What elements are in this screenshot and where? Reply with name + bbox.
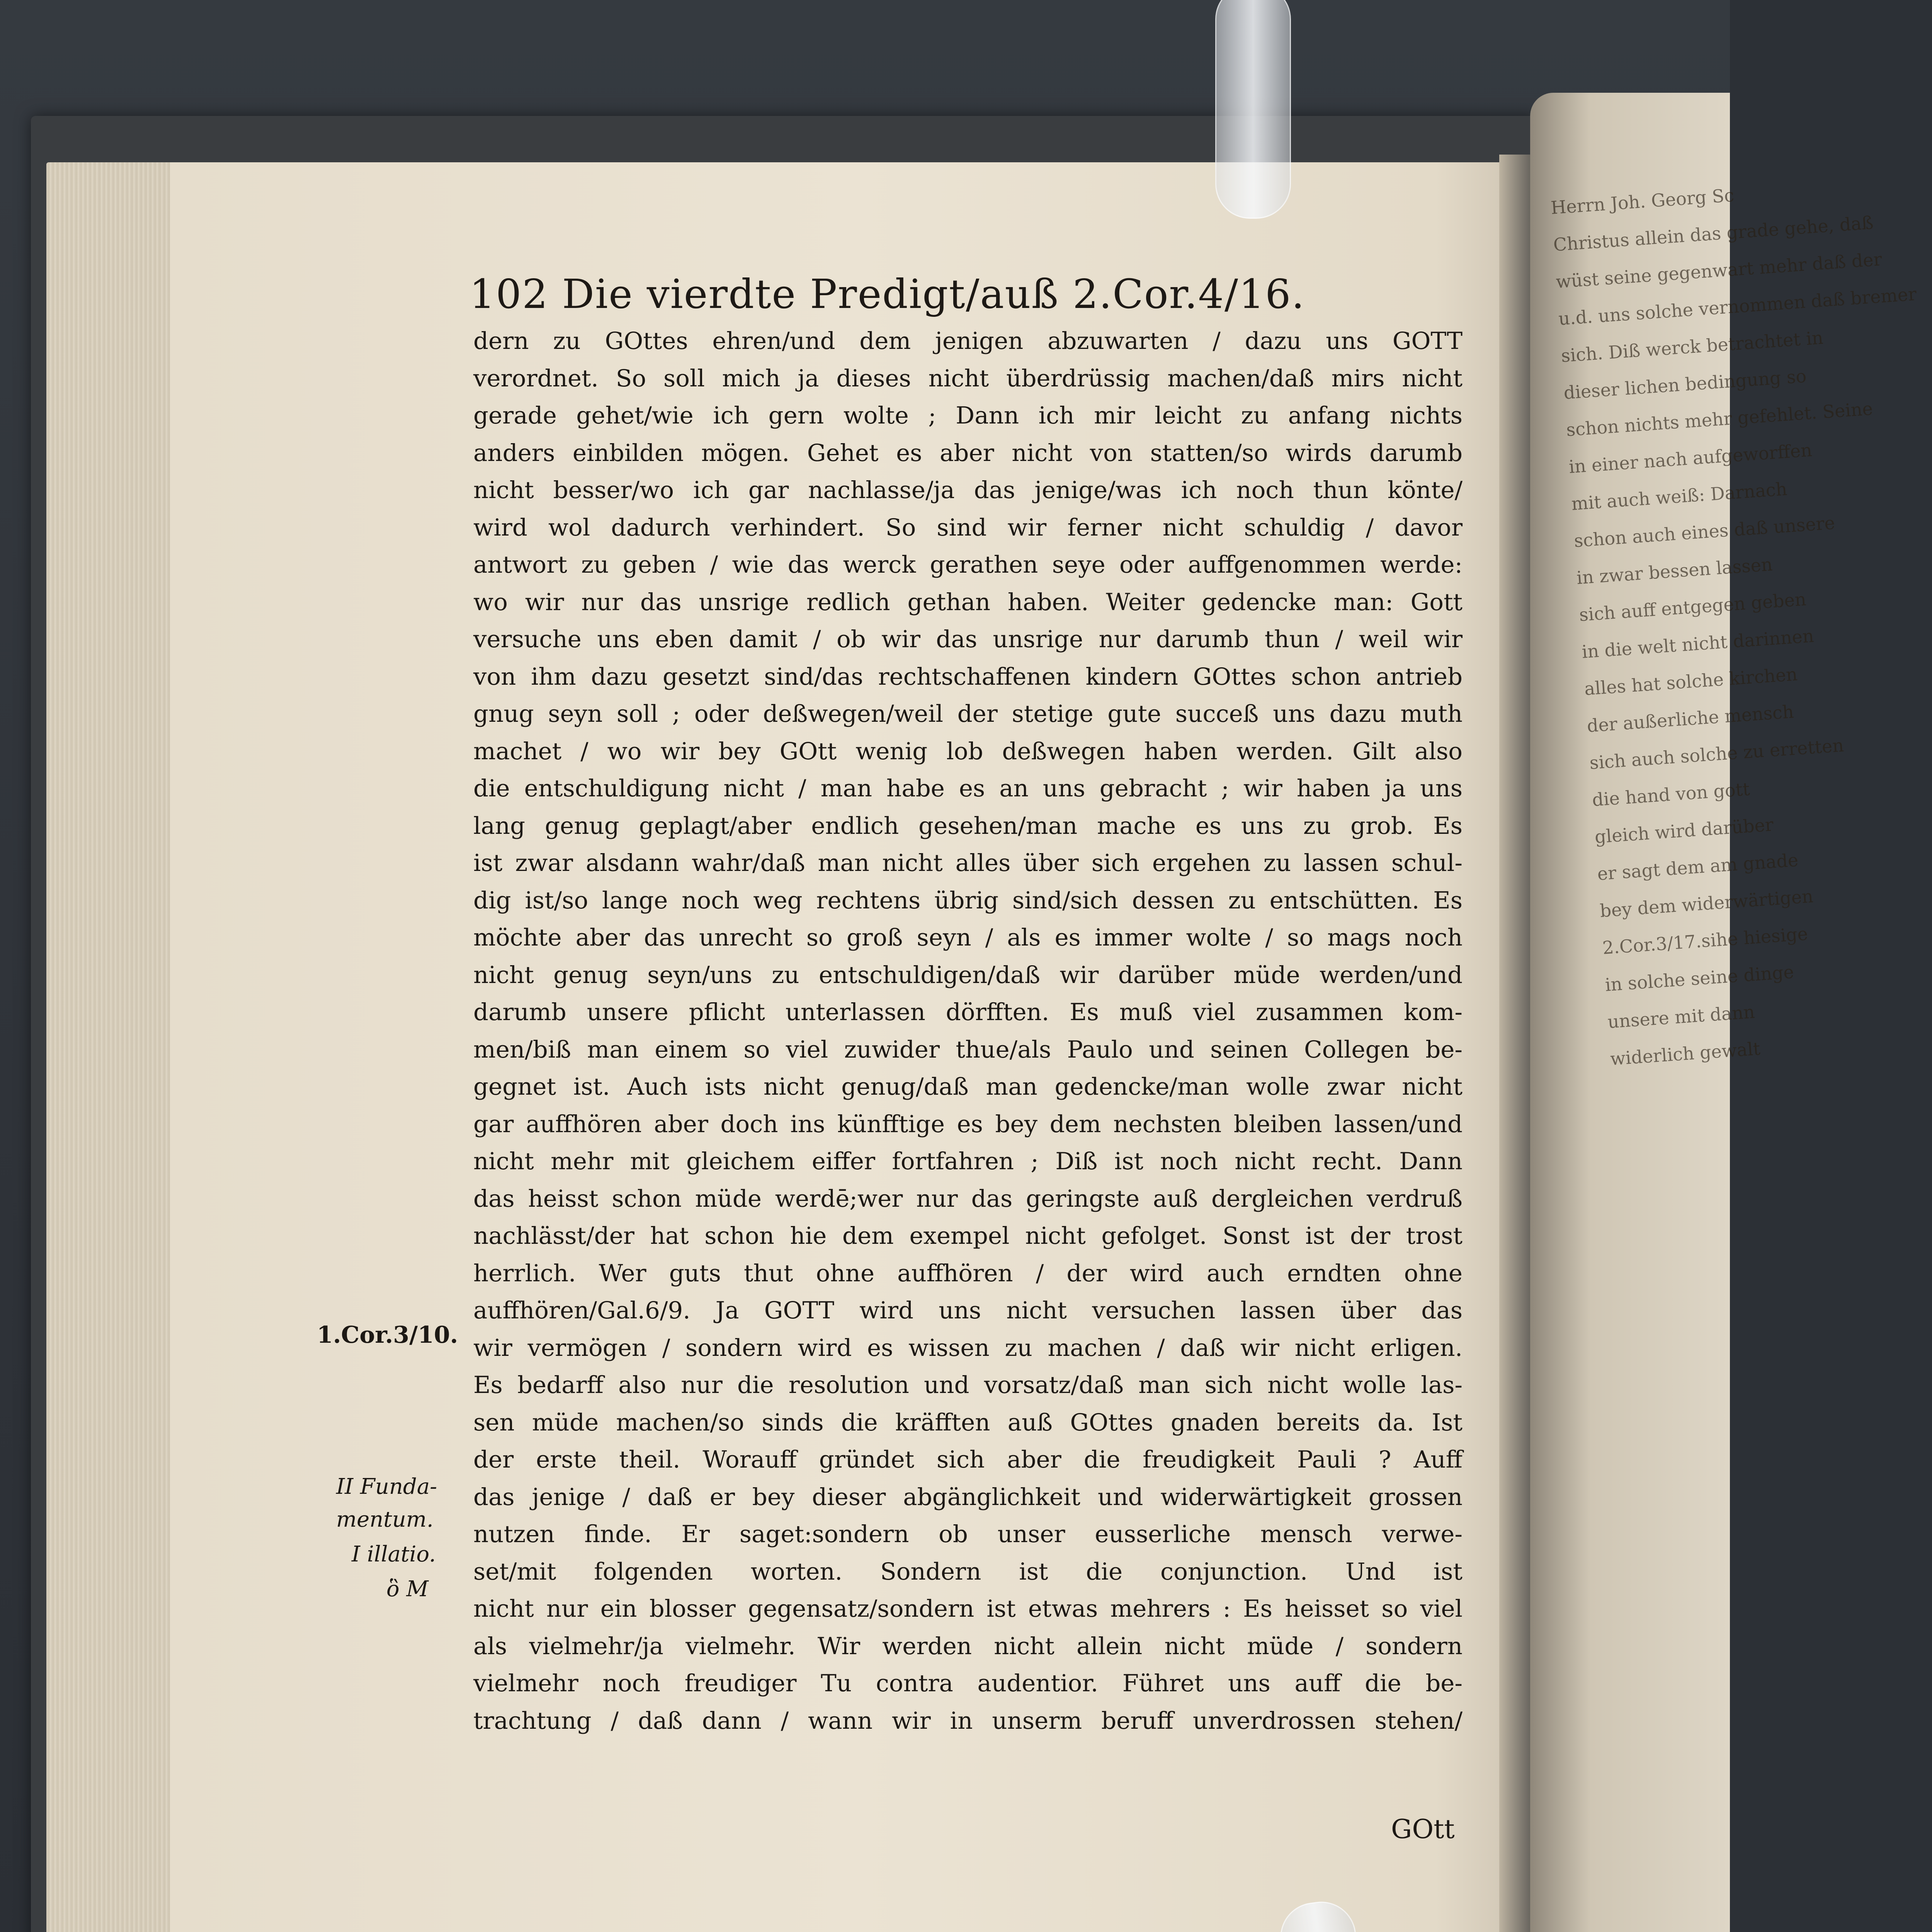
- text-line: das heisst schon müde werdē;wer nur das geringste auß dergleichen verdruß: [473, 1185, 1463, 1213]
- facing-text-line: wüst seine gegenwart mehr daß der: [1555, 248, 1883, 293]
- text-line: verordnet. So soll mich ja dieses nicht überdrüssig machen/daß mirs nicht: [473, 364, 1463, 392]
- facing-page: [1530, 93, 1917, 1932]
- facing-text-line: gleich wird darüber: [1594, 814, 1774, 847]
- facing-text-line: in die welt nicht darinnen: [1581, 625, 1815, 663]
- text-line: nutzen finde. Er saget:sondern ob unser eusserliche mensch verwe-: [473, 1520, 1463, 1548]
- facing-text-line: in einer nach aufgeworffen: [1568, 439, 1813, 478]
- facing-text-line: mit auch weiß: Darnach: [1571, 478, 1788, 514]
- text-line: dern zu GOttes ehren/und dem jenigen abzuwarten / dazu uns GOTT: [473, 327, 1463, 355]
- facing-text-line: er sagt dem am gnade: [1597, 849, 1799, 884]
- text-line: gegnet ist. Auch ists nicht genug/daß man gedencke/man wolle zwar nicht: [473, 1073, 1463, 1100]
- text-line: lang genug geplagt/aber endlich gesehen/man mache es uns zu grob. Es: [473, 812, 1463, 840]
- facing-text-line: u.d. uns solche vernommen daß bremer: [1558, 283, 1917, 330]
- text-line: wo wir nur das unsrige redlich gethan haben. Weiter gedencke man: Gott: [473, 588, 1463, 616]
- facing-text-line: 2.Cor.3/17.sihe hiesige: [1602, 923, 1809, 959]
- page-header: 102 Die vierdte Predigt/auß 2.Cor.4/16.: [469, 270, 1305, 318]
- page-body: [473, 323, 1463, 1740]
- facing-text-line: Christus allein das grade gehe, daß: [1553, 212, 1874, 255]
- catchword: GOtt: [1391, 1814, 1455, 1845]
- text-line: wird wol dadurch verhindert. So sind wir ferner nicht schuldig / davor: [473, 514, 1463, 541]
- text-line: auffhören/Gal.6/9. Ja GOTT wird uns nicht versuchen lassen über das: [473, 1297, 1463, 1324]
- facing-text-line: der außerliche mensch: [1586, 701, 1795, 736]
- margin-note-fundamentum: II Funda-: [336, 1474, 437, 1499]
- page-edges: [46, 162, 174, 1932]
- text-line: versuche uns eben damit / ob wir das unsrige nur darumb thun / weil wir: [473, 626, 1463, 653]
- margin-note-illatio: I illatio.: [352, 1542, 436, 1567]
- text-line: von ihm dazu gesetzt sind/das rechtschaffenen kindern GOttes schon antrieb: [473, 663, 1463, 690]
- text-line: ist zwar alsdann wahr/daß man nicht alles über sich ergehen zu lassen schul-: [473, 849, 1463, 877]
- text-line: nachlässt/der hat schon hie dem exempel nicht gefolget. Sonst ist der trost: [473, 1222, 1463, 1250]
- margin-note-citation: 1.Cor.3/10.: [317, 1321, 458, 1349]
- text-line: Es bedarff also nur die resolution und vorsatz/daß man sich nicht wolle las-: [473, 1371, 1463, 1399]
- text-line: nicht besser/wo ich gar nachlasse/ja das jenige/was ich noch thun könte/: [473, 476, 1463, 504]
- facing-page-text: [1549, 177, 1917, 1077]
- text-line: anders einbilden mögen. Gehet es aber nicht von statten/so wirds darumb: [473, 439, 1463, 467]
- text-line: sen müde machen/so sinds die kräfften auß GOttes gnaden bereits da. Ist: [473, 1408, 1463, 1436]
- book-clamp-top: [1215, 0, 1291, 219]
- facing-text-line: schon auch eines daß unsere: [1573, 512, 1836, 551]
- facing-text-line: sich auch solche zu erretten: [1588, 735, 1845, 774]
- facing-text-line: unsere mit dann: [1607, 1001, 1756, 1032]
- facing-text-line: in zwar bessen lassen: [1576, 554, 1774, 588]
- text-line: set/mit folgenden worten. Sondern ist die conjunction. Und ist: [473, 1558, 1463, 1585]
- text-line: herrlich. Wer guts thut ohne auffhören / der wird auch erndten ohne: [473, 1259, 1463, 1287]
- facing-text-line: alles hat solche kirchen: [1583, 663, 1798, 699]
- facing-text-line: die hand von gott: [1591, 778, 1751, 811]
- text-line: darumb unsere pflicht unterlassen dörfften. Es muß viel zusammen kom-: [473, 998, 1463, 1026]
- text-line: gnug seyn soll ; oder deßwegen/weil der stetige gute succeß uns dazu muth: [473, 700, 1463, 728]
- margin-note-fundamentum-cont: mentum.: [336, 1507, 434, 1532]
- text-line: wir vermögen / sondern wird es wissen zu machen / daß wir nicht erligen.: [473, 1334, 1463, 1362]
- text-line: vielmehr noch freudiger Tu contra audentior. Führet uns auff die be-: [473, 1670, 1463, 1697]
- facing-text-line: in solche seine dinge: [1604, 961, 1795, 995]
- text-line: nicht mehr mit gleichem eiffer fortfahren ; Diß ist noch nicht recht. Dann: [473, 1148, 1463, 1175]
- facing-text-line: sich auff entgegen geben: [1578, 588, 1807, 626]
- text-line: machet / wo wir bey GOtt wenig lob deßwegen haben werden. Gilt also: [473, 737, 1463, 765]
- text-line: antwort zu geben / wie das werck gerathen seye oder auffgenommen werde:: [473, 551, 1463, 578]
- text-line: trachtung / daß dann / wann wir in unserm beruff unverdrossen stehen/: [473, 1707, 1463, 1735]
- facing-text-line: widerlich gewalt: [1609, 1038, 1761, 1070]
- text-line: gerade gehet/wie ich gern wolte ; Dann ich mir leicht zu anfang nichts: [473, 402, 1463, 429]
- text-line: als vielmehr/ja vielmehr. Wir werden nicht allein nicht müde / sondern: [473, 1632, 1463, 1660]
- text-line: der erste theil. Worauff gründet sich aber die freudigkeit Pauli ? Auff: [473, 1446, 1463, 1473]
- facing-text-line: Herrn Joh. Georg Sc: [1550, 184, 1735, 218]
- text-line: nicht genug seyn/uns zu entschuldigen/daß wir darüber müde werden/und: [473, 961, 1463, 989]
- text-line: men/biß man einem so viel zuwider thue/als Paulo und seinen Collegen be-: [473, 1036, 1463, 1063]
- margin-note-greek: ὃ Μ: [386, 1577, 429, 1602]
- text-line: gar auffhören aber doch ins künfftige es bey dem nechsten bleiben lassen/und: [473, 1110, 1463, 1138]
- facing-text-line: dieser lichen bedingung so: [1563, 365, 1807, 403]
- text-line: möchte aber das unrecht so groß seyn / als es immer wolte / so mags noch: [473, 924, 1463, 951]
- text-line: die entschuldigung nicht / man habe es an uns gebracht ; wir haben ja uns: [473, 775, 1463, 802]
- facing-text-line: schon nichts mehr gefehlet. Seine: [1565, 398, 1874, 440]
- text-line: dig ist/so lange noch weg rechtens übrig sind/sich dessen zu entschütten. Es: [473, 886, 1463, 914]
- text-line: das jenige / daß er bey dieser abgänglichkeit und widerwärtigkeit grossen: [473, 1483, 1463, 1511]
- facing-text-line: sich. Diß werck betrachtet in: [1560, 327, 1824, 366]
- facing-text-line: bey dem widerwärtigen: [1599, 885, 1814, 922]
- text-line: nicht nur ein blosser gegensatz/sondern ist etwas mehrers : Es heisset so viel: [473, 1595, 1463, 1622]
